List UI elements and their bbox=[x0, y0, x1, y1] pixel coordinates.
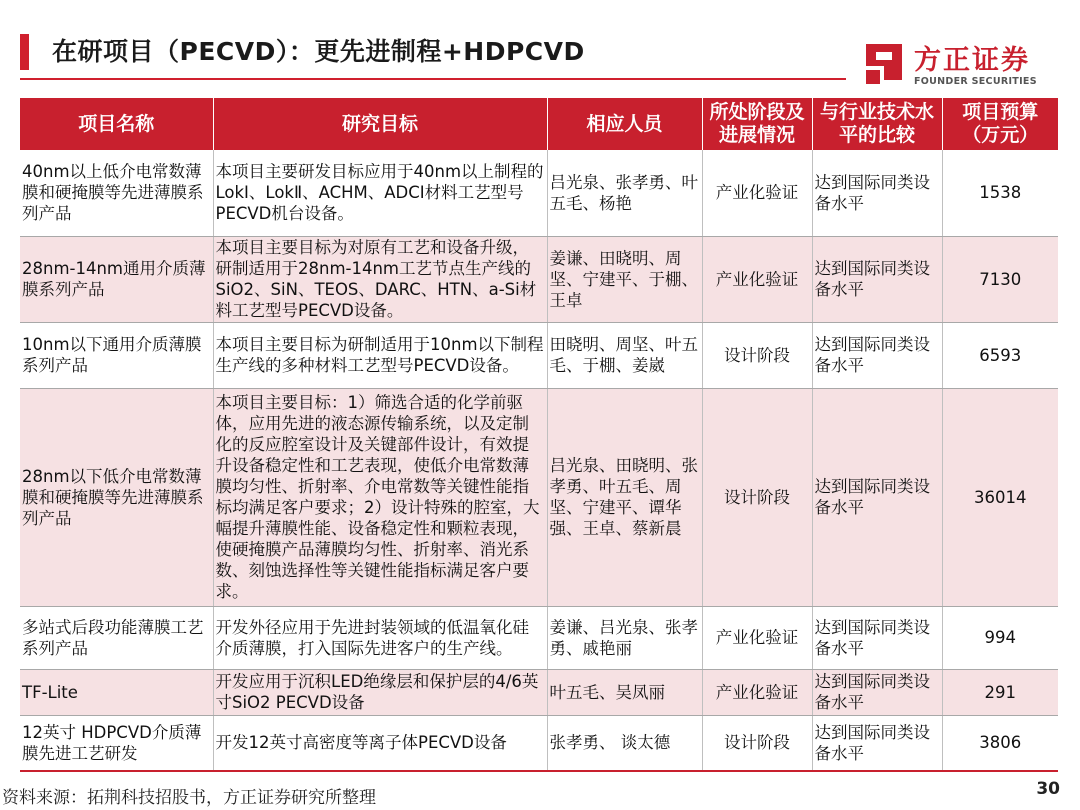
cell-research-goal: 开发外径应用于先进封装领域的低温氧化硅介质薄膜，打入国际先进客户的生产线。 bbox=[213, 606, 547, 669]
page-title: 在研项目（PECVD）：更先进制程+HDPCVD bbox=[52, 37, 585, 66]
title-divider bbox=[20, 78, 846, 80]
column-header: 研究目标 bbox=[213, 98, 547, 150]
table-row bbox=[20, 236, 1058, 322]
cell-research-goal: 本项目主要目标为对原有工艺和设备升级，研制适用于28nm-14nm工艺节点生产线的SiO2、SiN、TEOS、DARC、HTN、a-Si材料工艺型号PECVD设备。 bbox=[213, 236, 547, 322]
cell-staff: 张孝勇、 谈太德 bbox=[547, 715, 702, 771]
cell-research-goal: 本项目主要目标：1）筛选合适的化学前驱体，应用先进的液态源传输系统，以及定制化的反应腔室设计及关键部件设计，有效提升设备稳定性和工艺表现，使低介电常数薄膜均匀性、折射率、介电常数等关键性能指标均满足客户要求；2）设计特殊的腔室，大幅提升薄膜性能、设备稳定性和颗粒表现，使硬掩膜产品薄膜均匀性、折射率、消光系数、刻蚀选择性等关键性能指标满足客户要求。 bbox=[213, 388, 547, 606]
table-row bbox=[20, 150, 1058, 236]
table-row bbox=[20, 388, 1058, 606]
logo-text-en: FOUNDER SECURITIES bbox=[914, 76, 1037, 87]
cell-project-name: 多站式后段功能薄膜工艺系列产品 bbox=[20, 606, 213, 669]
cell-staff: 姜谦、吕光泉、张孝勇、戚艳丽 bbox=[547, 606, 702, 669]
page-number: 30 bbox=[1036, 779, 1060, 799]
cell-stage: 产业化验证 bbox=[702, 236, 812, 322]
cell-budget: 3806 bbox=[942, 715, 1058, 771]
column-header: 项目预算（万元） bbox=[942, 98, 1058, 150]
cell-comparison: 达到国际同类设备水平 bbox=[812, 236, 942, 322]
cell-comparison: 达到国际同类设备水平 bbox=[812, 322, 942, 388]
table-row bbox=[20, 606, 1058, 669]
table-row bbox=[20, 715, 1058, 771]
column-header: 相应人员 bbox=[547, 98, 702, 150]
cell-project-name: 28nm以下低介电常数薄膜和硬掩膜等先进薄膜系列产品 bbox=[20, 388, 213, 606]
table-row bbox=[20, 669, 1058, 715]
cell-project-name: 10nm以下通用介质薄膜系列产品 bbox=[20, 322, 213, 388]
brand-logo bbox=[862, 38, 1062, 92]
cell-comparison: 达到国际同类设备水平 bbox=[812, 388, 942, 606]
cell-stage: 设计阶段 bbox=[702, 715, 812, 771]
cell-budget: 6593 bbox=[942, 322, 1058, 388]
cell-staff: 吕光泉、田晓明、张孝勇、叶五毛、周坚、宁建平、谭华强、王卓、蔡新晨 bbox=[547, 388, 702, 606]
founder-logo-icon bbox=[862, 40, 906, 84]
cell-budget: 1538 bbox=[942, 150, 1058, 236]
cell-budget: 7130 bbox=[942, 236, 1058, 322]
cell-comparison: 达到国际同类设备水平 bbox=[812, 150, 942, 236]
cell-budget: 291 bbox=[942, 669, 1058, 715]
title-accent-bar bbox=[20, 34, 29, 70]
column-header: 所处阶段及进展情况 bbox=[702, 98, 812, 150]
cell-staff: 叶五毛、吴凤丽 bbox=[547, 669, 702, 715]
cell-project-name: TF-Lite bbox=[20, 669, 213, 715]
cell-stage: 设计阶段 bbox=[702, 388, 812, 606]
cell-stage: 产业化验证 bbox=[702, 669, 812, 715]
column-header: 与行业技术水平的比较 bbox=[812, 98, 942, 150]
table-row bbox=[20, 322, 1058, 388]
cell-staff: 田晓明、周坚、叶五毛、于棚、姜崴 bbox=[547, 322, 702, 388]
cell-research-goal: 本项目主要目标为研制适用于10nm以下制程生产线的多种材料工艺型号PECVD设备。 bbox=[213, 322, 547, 388]
cell-staff: 吕光泉、张孝勇、叶五毛、杨艳 bbox=[547, 150, 702, 236]
cell-budget: 36014 bbox=[942, 388, 1058, 606]
cell-comparison: 达到国际同类设备水平 bbox=[812, 715, 942, 771]
cell-research-goal: 本项目主要研发目标应用于40nm以上制程的LokⅠ、LokⅡ、ACHM、ADCⅠ材料工艺型号PECVD机台设备。 bbox=[213, 150, 547, 236]
cell-staff: 姜谦、田晓明、周坚、宁建平、于棚、王卓 bbox=[547, 236, 702, 322]
column-header: 项目名称 bbox=[20, 98, 213, 150]
cell-stage: 产业化验证 bbox=[702, 150, 812, 236]
cell-stage: 产业化验证 bbox=[702, 606, 812, 669]
cell-project-name: 12英寸 HDPCVD介质薄膜先进工艺研发 bbox=[20, 715, 213, 771]
cell-project-name: 40nm以上低介电常数薄膜和硬掩膜等先进薄膜系列产品 bbox=[20, 150, 213, 236]
cell-comparison: 达到国际同类设备水平 bbox=[812, 669, 942, 715]
cell-research-goal: 开发应用于沉积LED绝缘层和保护层的4/6英寸SiO2 PECVD设备 bbox=[213, 669, 547, 715]
cell-research-goal: 开发12英寸高密度等离子体PECVD设备 bbox=[213, 715, 547, 771]
source-note: 资料来源：拓荆科技招股书，方正证券研究所整理 bbox=[2, 788, 376, 808]
cell-budget: 994 bbox=[942, 606, 1058, 669]
cell-comparison: 达到国际同类设备水平 bbox=[812, 606, 942, 669]
cell-project-name: 28nm-14nm通用介质薄膜系列产品 bbox=[20, 236, 213, 322]
logo-text-cn: 方正证券 bbox=[914, 45, 1030, 76]
rd-projects-table bbox=[20, 98, 1058, 772]
table-header-row bbox=[20, 98, 1058, 150]
cell-stage: 设计阶段 bbox=[702, 322, 812, 388]
